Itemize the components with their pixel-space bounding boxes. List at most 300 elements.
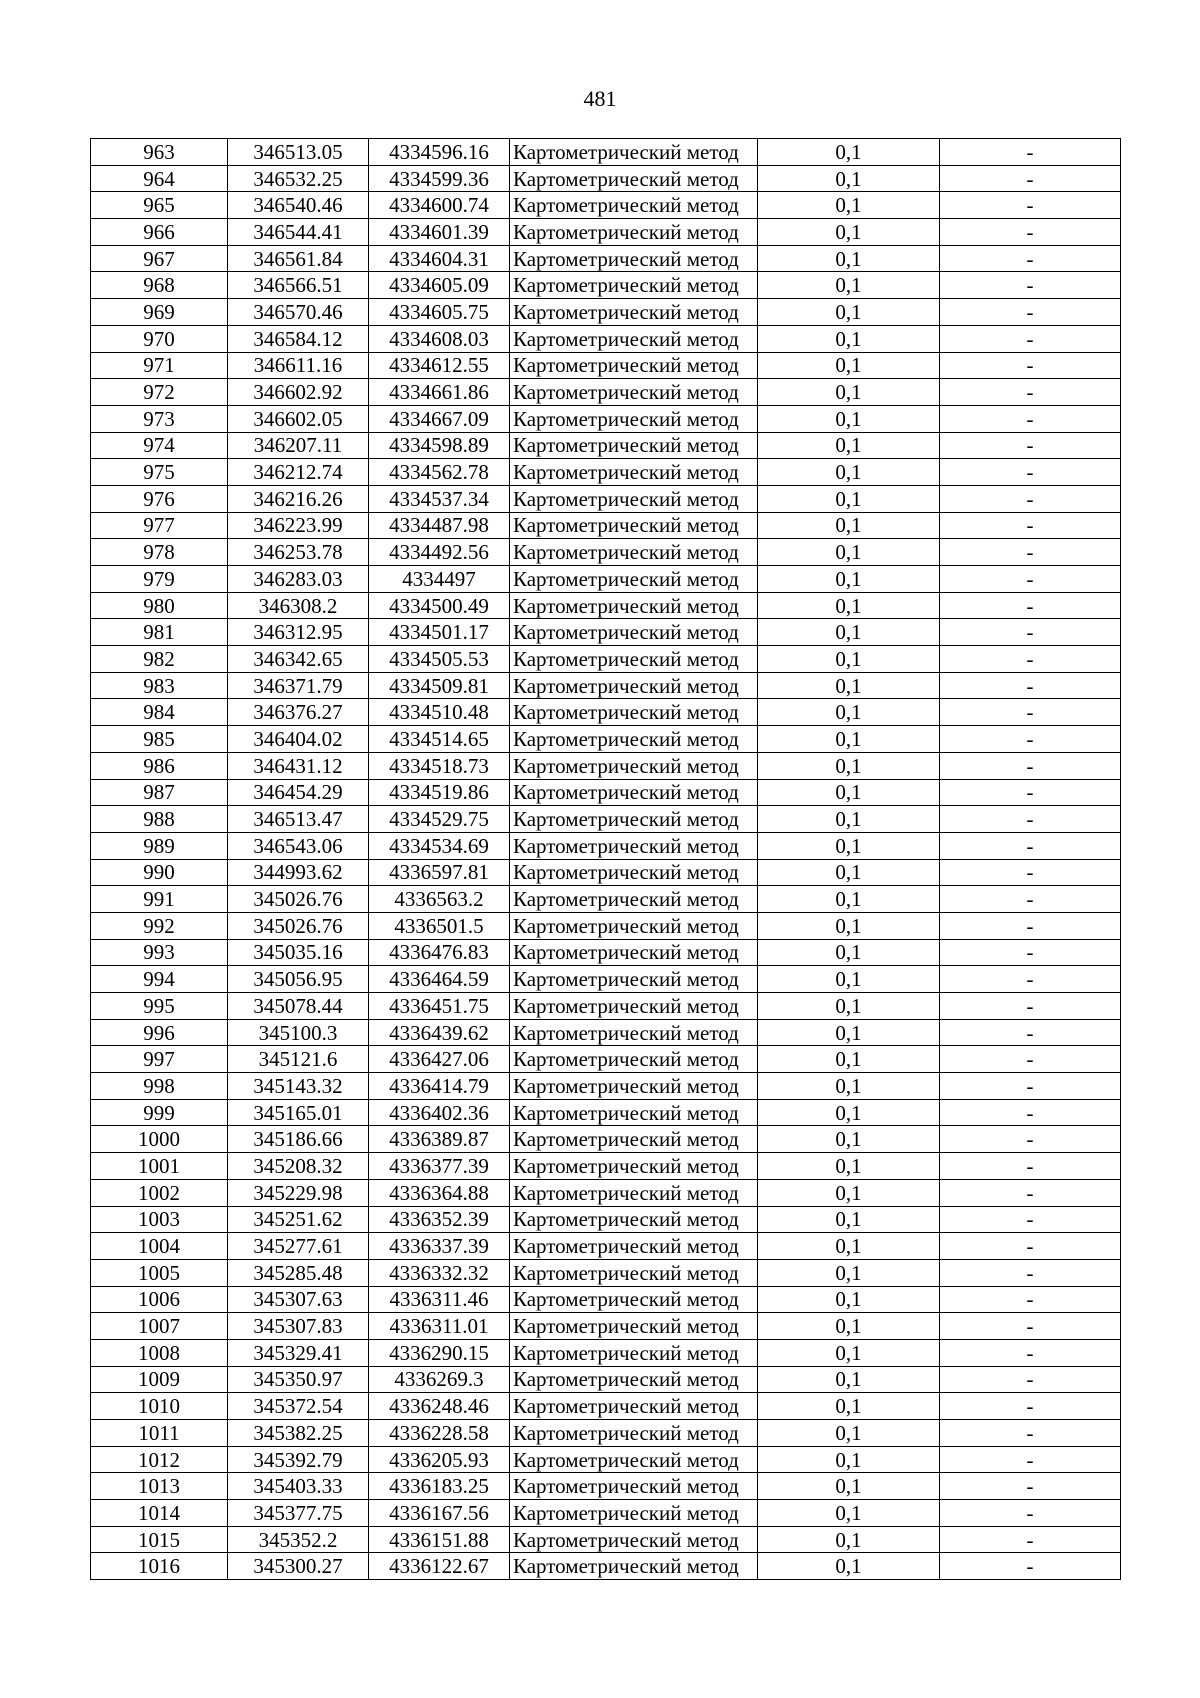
note-cell: -	[940, 726, 1121, 753]
y-coordinate-cell: 4334599.36	[369, 165, 510, 192]
point-number-cell: 1000	[91, 1126, 228, 1153]
accuracy-cell: 0,1	[758, 1286, 940, 1313]
note-cell: -	[940, 192, 1121, 219]
accuracy-cell: 0,1	[758, 1553, 940, 1580]
table-row	[91, 272, 1121, 299]
point-number-cell: 979	[91, 566, 228, 593]
table-row	[91, 1286, 1121, 1313]
y-coordinate-cell: 4334534.69	[369, 832, 510, 859]
y-coordinate-cell: 4334598.89	[369, 432, 510, 459]
method-cell: Картометрический метод	[510, 299, 758, 326]
accuracy-cell: 0,1	[758, 993, 940, 1020]
note-cell: -	[940, 832, 1121, 859]
accuracy-cell: 0,1	[758, 1046, 940, 1073]
note-cell: -	[940, 1446, 1121, 1473]
accuracy-cell: 0,1	[758, 1473, 940, 1500]
note-cell: -	[940, 432, 1121, 459]
y-coordinate-cell: 4336501.5	[369, 912, 510, 939]
note-cell: -	[940, 646, 1121, 673]
note-cell: -	[940, 699, 1121, 726]
method-cell: Картометрический метод	[510, 1099, 758, 1126]
y-coordinate-cell: 4336290.15	[369, 1339, 510, 1366]
y-coordinate-cell: 4336427.06	[369, 1046, 510, 1073]
method-cell: Картометрический метод	[510, 192, 758, 219]
x-coordinate-cell: 346561.84	[228, 245, 369, 272]
accuracy-cell: 0,1	[758, 325, 940, 352]
note-cell: -	[940, 1366, 1121, 1393]
accuracy-cell: 0,1	[758, 1313, 940, 1340]
x-coordinate-cell: 345208.32	[228, 1153, 369, 1180]
note-cell: -	[940, 939, 1121, 966]
y-coordinate-cell: 4336402.36	[369, 1099, 510, 1126]
y-coordinate-cell: 4336364.88	[369, 1179, 510, 1206]
note-cell: -	[940, 165, 1121, 192]
method-cell: Картометрический метод	[510, 512, 758, 539]
y-coordinate-cell: 4334510.48	[369, 699, 510, 726]
method-cell: Картометрический метод	[510, 779, 758, 806]
x-coordinate-cell: 345143.32	[228, 1073, 369, 1100]
method-cell: Картометрический метод	[510, 485, 758, 512]
table-row	[91, 726, 1121, 753]
x-coordinate-cell: 346212.74	[228, 459, 369, 486]
point-number-cell: 996	[91, 1019, 228, 1046]
accuracy-cell: 0,1	[758, 272, 940, 299]
point-number-cell: 1010	[91, 1393, 228, 1420]
point-number-cell: 994	[91, 966, 228, 993]
point-number-cell: 1009	[91, 1366, 228, 1393]
method-cell: Картометрический метод	[510, 1259, 758, 1286]
note-cell: -	[940, 619, 1121, 646]
accuracy-cell: 0,1	[758, 539, 940, 566]
x-coordinate-cell: 346513.05	[228, 139, 369, 166]
table-row	[91, 1420, 1121, 1447]
table-row	[91, 192, 1121, 219]
table-row	[91, 432, 1121, 459]
table-row	[91, 993, 1121, 1020]
note-cell: -	[940, 752, 1121, 779]
y-coordinate-cell: 4336597.81	[369, 859, 510, 886]
y-coordinate-cell: 4334600.74	[369, 192, 510, 219]
note-cell: -	[940, 1259, 1121, 1286]
y-coordinate-cell: 4336269.3	[369, 1366, 510, 1393]
y-coordinate-cell: 4336563.2	[369, 886, 510, 913]
x-coordinate-cell: 345100.3	[228, 1019, 369, 1046]
table-row	[91, 459, 1121, 486]
point-number-cell: 1003	[91, 1206, 228, 1233]
y-coordinate-cell: 4336451.75	[369, 993, 510, 1020]
point-number-cell: 992	[91, 912, 228, 939]
method-cell: Картометрический метод	[510, 699, 758, 726]
point-number-cell: 991	[91, 886, 228, 913]
method-cell: Картометрический метод	[510, 1446, 758, 1473]
method-cell: Картометрический метод	[510, 592, 758, 619]
point-number-cell: 1015	[91, 1526, 228, 1553]
point-number-cell: 977	[91, 512, 228, 539]
point-number-cell: 972	[91, 379, 228, 406]
table-row	[91, 886, 1121, 913]
table-row	[91, 405, 1121, 432]
accuracy-cell: 0,1	[758, 806, 940, 833]
accuracy-cell: 0,1	[758, 1446, 940, 1473]
x-coordinate-cell: 345307.83	[228, 1313, 369, 1340]
y-coordinate-cell: 4336228.58	[369, 1420, 510, 1447]
x-coordinate-cell: 345377.75	[228, 1500, 369, 1527]
x-coordinate-cell: 346342.65	[228, 646, 369, 673]
note-cell: -	[940, 672, 1121, 699]
accuracy-cell: 0,1	[758, 1126, 940, 1153]
table-row	[91, 539, 1121, 566]
note-cell: -	[940, 779, 1121, 806]
method-cell: Картометрический метод	[510, 1473, 758, 1500]
method-cell: Картометрический метод	[510, 1500, 758, 1527]
accuracy-cell: 0,1	[758, 192, 940, 219]
y-coordinate-cell: 4334501.17	[369, 619, 510, 646]
note-cell: -	[940, 1073, 1121, 1100]
point-number-cell: 986	[91, 752, 228, 779]
y-coordinate-cell: 4334505.53	[369, 646, 510, 673]
accuracy-cell: 0,1	[758, 512, 940, 539]
x-coordinate-cell: 345329.41	[228, 1339, 369, 1366]
accuracy-cell: 0,1	[758, 1420, 940, 1447]
accuracy-cell: 0,1	[758, 1206, 940, 1233]
table-row	[91, 1339, 1121, 1366]
point-number-cell: 981	[91, 619, 228, 646]
x-coordinate-cell: 345403.33	[228, 1473, 369, 1500]
method-cell: Картометрический метод	[510, 1286, 758, 1313]
note-cell: -	[940, 1473, 1121, 1500]
x-coordinate-cell: 345026.76	[228, 886, 369, 913]
point-number-cell: 997	[91, 1046, 228, 1073]
note-cell: -	[940, 993, 1121, 1020]
y-coordinate-cell: 4336248.46	[369, 1393, 510, 1420]
y-coordinate-cell: 4334500.49	[369, 592, 510, 619]
x-coordinate-cell: 346283.03	[228, 566, 369, 593]
y-coordinate-cell: 4336352.39	[369, 1206, 510, 1233]
table-row	[91, 299, 1121, 326]
accuracy-cell: 0,1	[758, 1339, 940, 1366]
x-coordinate-cell: 346312.95	[228, 619, 369, 646]
table-row	[91, 939, 1121, 966]
note-cell: -	[940, 806, 1121, 833]
accuracy-cell: 0,1	[758, 966, 940, 993]
accuracy-cell: 0,1	[758, 619, 940, 646]
point-number-cell: 978	[91, 539, 228, 566]
accuracy-cell: 0,1	[758, 459, 940, 486]
x-coordinate-cell: 345165.01	[228, 1099, 369, 1126]
method-cell: Картометрический метод	[510, 646, 758, 673]
x-coordinate-cell: 346602.05	[228, 405, 369, 432]
y-coordinate-cell: 4334518.73	[369, 752, 510, 779]
coordinates-table-body	[91, 139, 1121, 1580]
table-row	[91, 1206, 1121, 1233]
method-cell: Картометрический метод	[510, 379, 758, 406]
accuracy-cell: 0,1	[758, 432, 940, 459]
note-cell: -	[940, 272, 1121, 299]
table-row	[91, 619, 1121, 646]
accuracy-cell: 0,1	[758, 245, 940, 272]
point-number-cell: 1008	[91, 1339, 228, 1366]
table-row	[91, 1179, 1121, 1206]
accuracy-cell: 0,1	[758, 1153, 940, 1180]
method-cell: Картометрический метод	[510, 566, 758, 593]
table-row	[91, 379, 1121, 406]
y-coordinate-cell: 4334529.75	[369, 806, 510, 833]
note-cell: -	[940, 859, 1121, 886]
method-cell: Картометрический метод	[510, 1366, 758, 1393]
accuracy-cell: 0,1	[758, 1233, 940, 1260]
note-cell: -	[940, 459, 1121, 486]
point-number-cell: 1016	[91, 1553, 228, 1580]
x-coordinate-cell: 346431.12	[228, 752, 369, 779]
y-coordinate-cell: 4336337.39	[369, 1233, 510, 1260]
x-coordinate-cell: 346544.41	[228, 219, 369, 246]
x-coordinate-cell: 346570.46	[228, 299, 369, 326]
table-row	[91, 139, 1121, 166]
point-number-cell: 1002	[91, 1179, 228, 1206]
point-number-cell: 976	[91, 485, 228, 512]
x-coordinate-cell: 345056.95	[228, 966, 369, 993]
y-coordinate-cell: 4336311.01	[369, 1313, 510, 1340]
point-number-cell: 967	[91, 245, 228, 272]
point-number-cell: 990	[91, 859, 228, 886]
accuracy-cell: 0,1	[758, 1393, 940, 1420]
point-number-cell: 971	[91, 352, 228, 379]
accuracy-cell: 0,1	[758, 859, 940, 886]
y-coordinate-cell: 4334492.56	[369, 539, 510, 566]
y-coordinate-cell: 4336476.83	[369, 939, 510, 966]
accuracy-cell: 0,1	[758, 592, 940, 619]
note-cell: -	[940, 966, 1121, 993]
accuracy-cell: 0,1	[758, 1179, 940, 1206]
point-number-cell: 999	[91, 1099, 228, 1126]
x-coordinate-cell: 345078.44	[228, 993, 369, 1020]
method-cell: Картометрический метод	[510, 1046, 758, 1073]
x-coordinate-cell: 346404.02	[228, 726, 369, 753]
x-coordinate-cell: 346253.78	[228, 539, 369, 566]
method-cell: Картометрический метод	[510, 1339, 758, 1366]
point-number-cell: 966	[91, 219, 228, 246]
x-coordinate-cell: 346223.99	[228, 512, 369, 539]
note-cell: -	[940, 219, 1121, 246]
x-coordinate-cell: 344993.62	[228, 859, 369, 886]
method-cell: Картометрический метод	[510, 1526, 758, 1553]
method-cell: Картометрический метод	[510, 806, 758, 833]
y-coordinate-cell: 4334519.86	[369, 779, 510, 806]
y-coordinate-cell: 4334537.34	[369, 485, 510, 512]
point-number-cell: 985	[91, 726, 228, 753]
table-row	[91, 325, 1121, 352]
table-row	[91, 1446, 1121, 1473]
method-cell: Картометрический метод	[510, 672, 758, 699]
note-cell: -	[940, 352, 1121, 379]
x-coordinate-cell: 346543.06	[228, 832, 369, 859]
y-coordinate-cell: 4334509.81	[369, 672, 510, 699]
point-number-cell: 980	[91, 592, 228, 619]
method-cell: Картометрический метод	[510, 539, 758, 566]
note-cell: -	[940, 539, 1121, 566]
x-coordinate-cell: 345229.98	[228, 1179, 369, 1206]
y-coordinate-cell: 4334612.55	[369, 352, 510, 379]
x-coordinate-cell: 345251.62	[228, 1206, 369, 1233]
note-cell: -	[940, 1019, 1121, 1046]
x-coordinate-cell: 345285.48	[228, 1259, 369, 1286]
point-number-cell: 1001	[91, 1153, 228, 1180]
method-cell: Картометрический метод	[510, 1206, 758, 1233]
note-cell: -	[940, 1393, 1121, 1420]
y-coordinate-cell: 4334605.75	[369, 299, 510, 326]
point-number-cell: 974	[91, 432, 228, 459]
table-row	[91, 699, 1121, 726]
note-cell: -	[940, 592, 1121, 619]
x-coordinate-cell: 346602.92	[228, 379, 369, 406]
method-cell: Картометрический метод	[510, 832, 758, 859]
x-coordinate-cell: 346371.79	[228, 672, 369, 699]
point-number-cell: 1012	[91, 1446, 228, 1473]
note-cell: -	[940, 379, 1121, 406]
method-cell: Картометрический метод	[510, 1073, 758, 1100]
table-row	[91, 1473, 1121, 1500]
point-number-cell: 975	[91, 459, 228, 486]
y-coordinate-cell: 4336439.62	[369, 1019, 510, 1046]
point-number-cell: 998	[91, 1073, 228, 1100]
table-row	[91, 752, 1121, 779]
note-cell: -	[940, 1126, 1121, 1153]
point-number-cell: 1011	[91, 1420, 228, 1447]
table-row	[91, 1046, 1121, 1073]
accuracy-cell: 0,1	[758, 1019, 940, 1046]
table-row	[91, 352, 1121, 379]
x-coordinate-cell: 346308.2	[228, 592, 369, 619]
point-number-cell: 1007	[91, 1313, 228, 1340]
x-coordinate-cell: 346532.25	[228, 165, 369, 192]
table-row	[91, 165, 1121, 192]
accuracy-cell: 0,1	[758, 672, 940, 699]
method-cell: Картометрический метод	[510, 405, 758, 432]
point-number-cell: 983	[91, 672, 228, 699]
method-cell: Картометрический метод	[510, 272, 758, 299]
point-number-cell: 965	[91, 192, 228, 219]
note-cell: -	[940, 1339, 1121, 1366]
table-row	[91, 566, 1121, 593]
note-cell: -	[940, 139, 1121, 166]
point-number-cell: 987	[91, 779, 228, 806]
table-row	[91, 832, 1121, 859]
x-coordinate-cell: 345186.66	[228, 1126, 369, 1153]
accuracy-cell: 0,1	[758, 219, 940, 246]
point-number-cell: 963	[91, 139, 228, 166]
accuracy-cell: 0,1	[758, 752, 940, 779]
note-cell: -	[940, 1206, 1121, 1233]
note-cell: -	[940, 886, 1121, 913]
point-number-cell: 984	[91, 699, 228, 726]
y-coordinate-cell: 4336122.67	[369, 1553, 510, 1580]
point-number-cell: 964	[91, 165, 228, 192]
table-row	[91, 1553, 1121, 1580]
y-coordinate-cell: 4336464.59	[369, 966, 510, 993]
table-row	[91, 1073, 1121, 1100]
y-coordinate-cell: 4334514.65	[369, 726, 510, 753]
point-number-cell: 989	[91, 832, 228, 859]
point-number-cell: 1005	[91, 1259, 228, 1286]
x-coordinate-cell: 346376.27	[228, 699, 369, 726]
y-coordinate-cell: 4336205.93	[369, 1446, 510, 1473]
x-coordinate-cell: 345392.79	[228, 1446, 369, 1473]
note-cell: -	[940, 245, 1121, 272]
note-cell: -	[940, 1286, 1121, 1313]
y-coordinate-cell: 4334608.03	[369, 325, 510, 352]
coordinates-table	[90, 138, 1121, 1580]
method-cell: Картометрический метод	[510, 459, 758, 486]
table-row	[91, 779, 1121, 806]
point-number-cell: 988	[91, 806, 228, 833]
note-cell: -	[940, 1179, 1121, 1206]
x-coordinate-cell: 345307.63	[228, 1286, 369, 1313]
accuracy-cell: 0,1	[758, 646, 940, 673]
method-cell: Картометрический метод	[510, 1313, 758, 1340]
table-row	[91, 592, 1121, 619]
table-row	[91, 1153, 1121, 1180]
point-number-cell: 995	[91, 993, 228, 1020]
table-row	[91, 512, 1121, 539]
x-coordinate-cell: 345026.76	[228, 912, 369, 939]
accuracy-cell: 0,1	[758, 405, 940, 432]
point-number-cell: 993	[91, 939, 228, 966]
table-row	[91, 966, 1121, 993]
y-coordinate-cell: 4336389.87	[369, 1126, 510, 1153]
x-coordinate-cell: 345035.16	[228, 939, 369, 966]
x-coordinate-cell: 345300.27	[228, 1553, 369, 1580]
y-coordinate-cell: 4334667.09	[369, 405, 510, 432]
method-cell: Картометрический метод	[510, 1019, 758, 1046]
x-coordinate-cell: 346611.16	[228, 352, 369, 379]
accuracy-cell: 0,1	[758, 1259, 940, 1286]
table-row	[91, 1099, 1121, 1126]
y-coordinate-cell: 4334596.16	[369, 139, 510, 166]
accuracy-cell: 0,1	[758, 485, 940, 512]
method-cell: Картометрический метод	[510, 432, 758, 459]
x-coordinate-cell: 345382.25	[228, 1420, 369, 1447]
accuracy-cell: 0,1	[758, 1366, 940, 1393]
y-coordinate-cell: 4334604.31	[369, 245, 510, 272]
y-coordinate-cell: 4336151.88	[369, 1526, 510, 1553]
y-coordinate-cell: 4334487.98	[369, 512, 510, 539]
method-cell: Картометрический метод	[510, 1393, 758, 1420]
y-coordinate-cell: 4336332.32	[369, 1259, 510, 1286]
note-cell: -	[940, 485, 1121, 512]
x-coordinate-cell: 345372.54	[228, 1393, 369, 1420]
method-cell: Картометрический метод	[510, 1126, 758, 1153]
x-coordinate-cell: 345350.97	[228, 1366, 369, 1393]
point-number-cell: 1013	[91, 1473, 228, 1500]
page-number: 481	[583, 86, 617, 111]
table-row	[91, 806, 1121, 833]
x-coordinate-cell: 346216.26	[228, 485, 369, 512]
method-cell: Картометрический метод	[510, 619, 758, 646]
method-cell: Картометрический метод	[510, 752, 758, 779]
method-cell: Картометрический метод	[510, 1179, 758, 1206]
y-coordinate-cell: 4336414.79	[369, 1073, 510, 1100]
table-row	[91, 859, 1121, 886]
note-cell: -	[940, 1233, 1121, 1260]
table-row	[91, 485, 1121, 512]
table-row	[91, 1313, 1121, 1340]
x-coordinate-cell: 346513.47	[228, 806, 369, 833]
point-number-cell: 1006	[91, 1286, 228, 1313]
x-coordinate-cell: 346566.51	[228, 272, 369, 299]
y-coordinate-cell: 4336167.56	[369, 1500, 510, 1527]
accuracy-cell: 0,1	[758, 886, 940, 913]
note-cell: -	[940, 1046, 1121, 1073]
